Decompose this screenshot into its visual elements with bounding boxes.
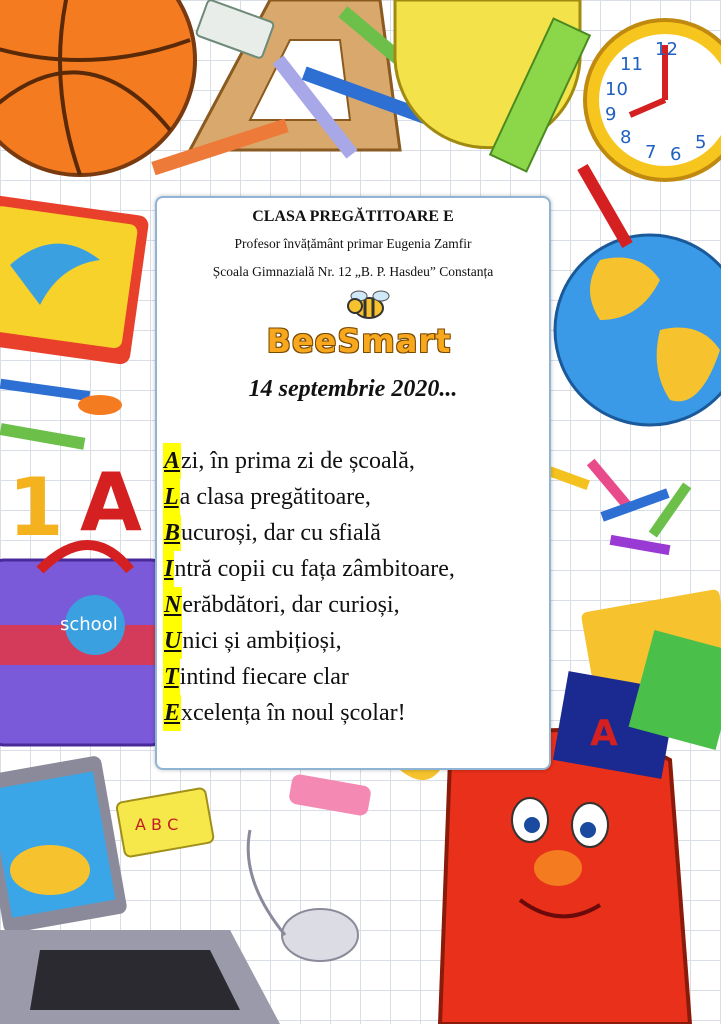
poem-initial: N	[163, 587, 182, 623]
poem-line	[163, 695, 455, 731]
abc-cards-icon	[116, 788, 214, 858]
poem-line	[163, 659, 455, 695]
clock-number: 12	[655, 39, 678, 60]
poem-initial: E	[163, 695, 181, 731]
clock-number: 7	[645, 142, 657, 163]
poem-initial: L	[163, 479, 180, 515]
poem-text: ucuroși, dar cu sfială	[181, 520, 381, 546]
clock-number: 8	[620, 127, 632, 148]
poem-line	[163, 479, 455, 515]
date-heading: 14 septembrie 2020...	[248, 376, 458, 402]
poem-text: nici și ambițioși,	[182, 628, 342, 654]
poem-text: intind fiecare clar	[179, 664, 349, 690]
number-one-icon: 1	[8, 461, 64, 554]
clock-icon	[585, 20, 721, 180]
candy-icon	[288, 773, 372, 816]
poem-line	[163, 515, 455, 551]
computer-mouse-icon	[248, 830, 358, 961]
announcement-card	[155, 196, 551, 770]
poem-initial: A	[163, 443, 181, 479]
poem-initial: I	[163, 551, 174, 587]
poem-line	[163, 551, 455, 587]
clock-number: 9	[605, 104, 617, 125]
poem-text: ntră copii cu fața zâmbitoare,	[174, 556, 455, 582]
poem-text: xcelența în noul școlar!	[181, 700, 406, 726]
notebook-icon	[0, 195, 150, 366]
bag-label: school	[60, 614, 118, 635]
paintbrush-icon	[0, 379, 122, 450]
poem-initial: B	[163, 515, 181, 551]
clock-number: 6	[670, 144, 682, 165]
teacher-name: Profesor învățământ primar Eugenia Zamfir	[234, 236, 472, 251]
poem-text: erăbdători, dar curioși,	[182, 592, 400, 618]
logo-text: BeeSmart	[266, 322, 452, 360]
beesmart-logo	[219, 286, 499, 366]
basketball-icon	[0, 0, 195, 175]
poem-line	[163, 443, 455, 479]
clock-number: 11	[620, 54, 643, 75]
poem-initial: U	[163, 623, 182, 659]
svg-text:A: A	[590, 713, 618, 754]
poem-text: a clasa pregătitoare,	[179, 484, 371, 510]
class-title: CLASA PREGĂTITOARE E	[252, 208, 454, 225]
school-name: Școala Gimnazială Nr. 12 „B. P. Hasdeu” Constanța	[212, 264, 494, 279]
bee-icon	[219, 286, 499, 326]
letter-a-icon: A	[80, 456, 142, 549]
globe-icon	[555, 235, 721, 425]
poem-line	[163, 587, 455, 623]
abc-text: A B C	[135, 815, 179, 834]
clock-number: 10	[605, 79, 628, 100]
laptop-icon	[0, 755, 280, 1024]
poem-text: zi, în prima zi de școală,	[181, 448, 415, 474]
poem-initial: T	[163, 659, 180, 695]
school-bag-icon	[0, 545, 165, 745]
clock-number: 5	[695, 132, 707, 153]
poem-line	[163, 623, 455, 659]
acrostic-poem	[163, 443, 455, 731]
eraser-icon	[196, 0, 275, 59]
